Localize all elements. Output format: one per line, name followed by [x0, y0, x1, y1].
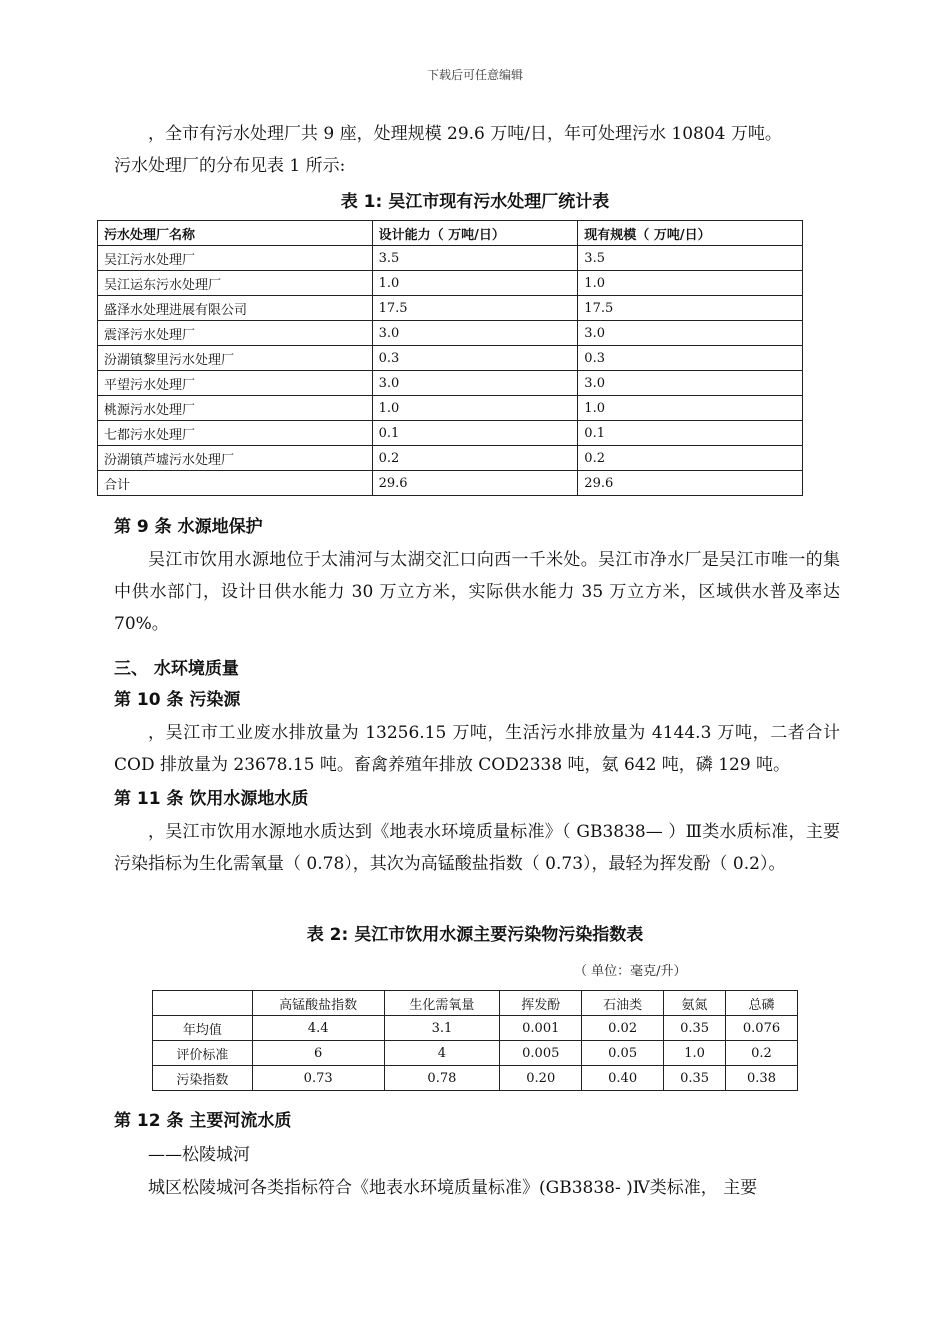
table2-header-cell: 高锰酸盐指数 — [252, 991, 384, 1016]
table-cell: 0.73 — [252, 1066, 384, 1091]
table-cell: 29.6 — [578, 471, 803, 496]
table1-wastewater-plants — [97, 220, 803, 496]
table2-header-cell — [153, 991, 253, 1016]
table-cell: 污染指数 — [153, 1066, 253, 1091]
table-row — [98, 271, 803, 296]
table-cell: 0.1 — [578, 421, 803, 446]
table-cell: 0.78 — [384, 1066, 500, 1091]
table-cell: 0.2 — [372, 446, 578, 471]
table2-header-cell: 石油类 — [582, 991, 664, 1016]
table-cell: 0.02 — [582, 1016, 664, 1041]
table-cell: 3.0 — [578, 321, 803, 346]
table-cell: 0.2 — [578, 446, 803, 471]
table2-title: 表 2: 吴江市饮用水源主要污染物污染指数表 — [306, 925, 644, 945]
table2-header-cell: 生化需氧量 — [384, 991, 500, 1016]
table2-header-cell: 氨氮 — [664, 991, 726, 1016]
table-cell: 汾湖镇黎里污水处理厂 — [98, 346, 373, 371]
section-11-body: ，吴江市饮用水源地水质达到《地表水环境质量标准》（ GB3838— ）Ⅲ类水质标准，主要污染指标为生化需氧量（ 0.78），其次为高锰酸盐指数（ 0.73），最轻为挥发酚（ 0.2）。 — [114, 822, 840, 874]
section-12-heading: 第 12 条 主要河流水质 — [114, 1111, 292, 1131]
table-cell: 0.35 — [664, 1066, 726, 1091]
table-cell: 4.4 — [252, 1016, 384, 1041]
table-cell: 评价标准 — [153, 1041, 253, 1066]
table-cell: 3.0 — [578, 371, 803, 396]
table-cell: 1.0 — [578, 396, 803, 421]
table-cell: 0.076 — [726, 1016, 798, 1041]
table-cell: 0.005 — [500, 1041, 582, 1066]
section-12-subheading: ——松陵城河 — [148, 1145, 250, 1165]
table2-pollution-index — [152, 990, 798, 1091]
table-row — [98, 371, 803, 396]
table-cell: 1.0 — [372, 396, 578, 421]
table-cell: 0.3 — [578, 346, 803, 371]
table-cell: 3.0 — [372, 371, 578, 396]
section-10-heading: 第 10 条 污染源 — [114, 690, 241, 710]
table-row-total — [98, 471, 803, 496]
table2-header-row — [153, 991, 798, 1016]
table-cell: 0.20 — [500, 1066, 582, 1091]
table-row — [98, 296, 803, 321]
table-cell: 3.0 — [372, 321, 578, 346]
table-cell: 0.2 — [726, 1041, 798, 1066]
table-row — [98, 346, 803, 371]
table-cell: 17.5 — [578, 296, 803, 321]
table-row — [98, 246, 803, 271]
section-10-body: ，吴江市工业废水排放量为 13256.15 万吨，生活污水排放量为 4144.3 万吨，二者合计 COD 排放量为 23678.15 吨。畜禽养殖年排放 COD2338 吨，氨 642 吨，磷 129 吨。 — [114, 723, 840, 775]
table2-header-cell: 挥发酚 — [500, 991, 582, 1016]
table1-header-cell: 现有规模（ 万吨/日） — [578, 221, 803, 246]
table-cell: 震泽污水处理厂 — [98, 321, 373, 346]
table-cell: 0.35 — [664, 1016, 726, 1041]
section-11-heading: 第 11 条 饮用水源地水质 — [114, 789, 309, 809]
table-row — [98, 446, 803, 471]
table-cell: 0.38 — [726, 1066, 798, 1091]
page-header: 下载后可任意编辑 — [426, 68, 523, 82]
table-cell: 吴江污水处理厂 — [98, 246, 373, 271]
table-cell: 0.40 — [582, 1066, 664, 1091]
table-cell: 平望污水处理厂 — [98, 371, 373, 396]
table-cell: 3.1 — [384, 1016, 500, 1041]
table1-header-cell: 设计能力（ 万吨/日） — [372, 221, 578, 246]
intro-line-2: 污水处理厂的分布见表 1 所示: — [114, 156, 346, 176]
table-cell: 吴江运东污水处理厂 — [98, 271, 373, 296]
table-row — [153, 1066, 798, 1091]
section-9-body: 吴江市饮用水源地位于太浦河与太湖交汇口向西一千米处。吴江市净水厂是吴江市唯一的集中供水部门，设计日供水能力 30 万立方米，实际供水能力 35 万立方米，区域供水普及率达 70%。 — [114, 550, 840, 634]
table-row — [153, 1041, 798, 1066]
table-cell: 七都污水处理厂 — [98, 421, 373, 446]
table-cell: 29.6 — [372, 471, 578, 496]
table-cell: 桃源污水处理厂 — [98, 396, 373, 421]
table1-header-row — [98, 221, 803, 246]
table2-unit: （ 单位：毫克/升） — [574, 964, 687, 979]
table-cell: 3.5 — [578, 246, 803, 271]
table-cell: 4 — [384, 1041, 500, 1066]
table-cell: 1.0 — [372, 271, 578, 296]
table-row — [153, 1016, 798, 1041]
section-9-heading: 第 9 条 水源地保护 — [114, 517, 263, 537]
table-cell: 0.1 — [372, 421, 578, 446]
table2-header-cell: 总磷 — [726, 991, 798, 1016]
table-cell: 0.3 — [372, 346, 578, 371]
table-cell: 0.001 — [500, 1016, 582, 1041]
table-cell: 年均值 — [153, 1016, 253, 1041]
table-row — [98, 321, 803, 346]
table-cell: 17.5 — [372, 296, 578, 321]
table-cell: 汾湖镇芦墟污水处理厂 — [98, 446, 373, 471]
table1-title: 表 1: 吴江市现有污水处理厂统计表 — [340, 192, 610, 212]
table1-header-cell: 污水处理厂名称 — [98, 221, 373, 246]
table-cell: 3.5 — [372, 246, 578, 271]
table-row — [98, 396, 803, 421]
intro-line-1: ，全市有污水处理厂共 9 座，处理规模 29.6 万吨/日，年可处理污水 10804 万吨。 — [148, 124, 782, 144]
table-row — [98, 421, 803, 446]
table-cell: 0.05 — [582, 1041, 664, 1066]
section-3-heading: 三、 水环境质量 — [114, 659, 239, 679]
table-cell: 合计 — [98, 471, 373, 496]
table-cell: 盛泽水处理进展有限公司 — [98, 296, 373, 321]
section-12-body: 城区松陵城河各类指标符合《地表水环境质量标准》(GB3838- )Ⅳ类标准， 主要 — [148, 1178, 758, 1198]
table-cell: 1.0 — [664, 1041, 726, 1066]
table-cell: 6 — [252, 1041, 384, 1066]
table-cell: 1.0 — [578, 271, 803, 296]
